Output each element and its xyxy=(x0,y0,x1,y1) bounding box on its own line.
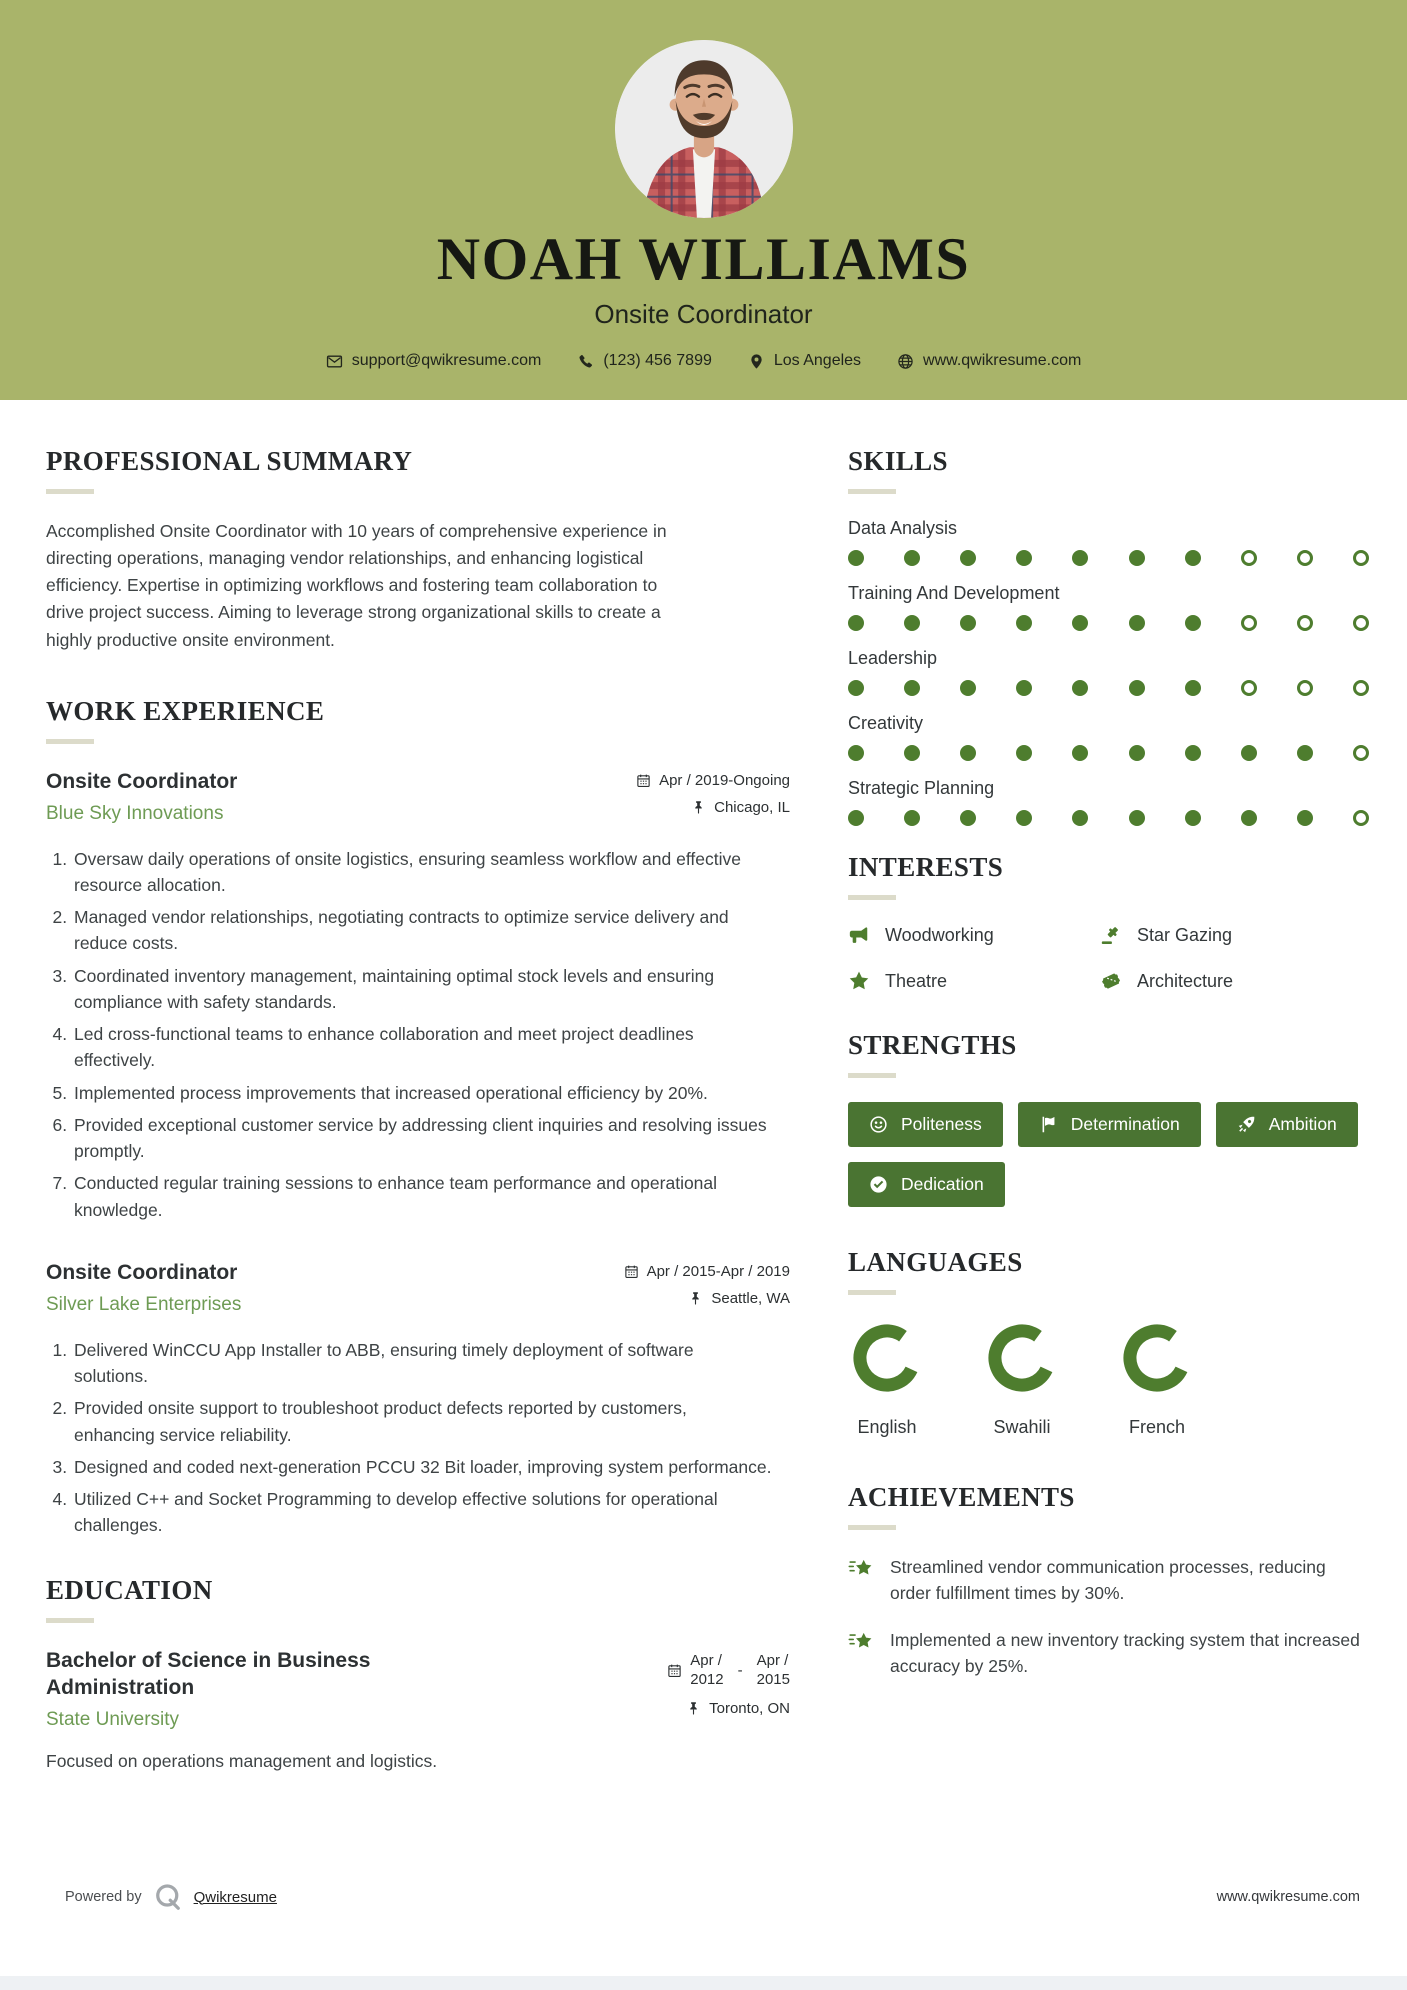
education-date-start-month: Apr / xyxy=(690,1651,722,1669)
achievements-list xyxy=(848,1554,1369,1679)
achievement-text: Streamlined vendor communication processes, reducing order fulfillment times by 30%. xyxy=(890,1557,1326,1604)
language-name: French xyxy=(1128,1417,1186,1437)
skill-dot-filled xyxy=(848,680,864,696)
interest-item xyxy=(848,970,1100,992)
job-bullet: 1. Delivered WinCCU App Installer to ABB, ensuring timely deployment of software solutions. xyxy=(72,1337,772,1390)
interest-item xyxy=(1100,924,1369,946)
skill-dot-filled xyxy=(904,810,920,826)
skill-dot-empty xyxy=(1241,680,1257,696)
calendar-icon xyxy=(636,773,651,788)
contact-email-text: support@qwikresume.com xyxy=(351,352,542,369)
globe-icon xyxy=(897,353,914,370)
section-achievements xyxy=(848,1482,1369,1679)
skill-dots xyxy=(848,550,1369,566)
language-item xyxy=(983,1319,1061,1438)
section-work-experience xyxy=(46,696,790,1539)
job-entry-1 xyxy=(46,768,790,1223)
job-bullet-list xyxy=(46,1337,772,1539)
strength-label: Determination xyxy=(1070,1114,1180,1134)
job-company: Silver Lake Enterprises xyxy=(46,1294,242,1316)
school-name: State University xyxy=(46,1709,180,1731)
job-bullet: 6. Provided exceptional customer service by addressing client inquiries and resolving issues promptly. xyxy=(72,1112,772,1165)
skill-dot-filled xyxy=(1241,810,1257,826)
strength-badge xyxy=(848,1102,1003,1147)
skill-dot-filled xyxy=(1129,550,1145,566)
job-bullet: 2. Managed vendor relationships, negotiating contracts to optimize service delivery and reduce costs. xyxy=(72,904,772,957)
skill-dot-empty xyxy=(1297,680,1313,696)
skill-dot-filled xyxy=(960,615,976,631)
language-level-arc xyxy=(1118,1319,1196,1397)
pushpin-icon xyxy=(686,1701,701,1716)
right-column xyxy=(848,446,1369,1772)
candidate-name: NOAH WILLIAMS xyxy=(436,226,971,292)
contact-website[interactable] xyxy=(897,352,1081,370)
skill-dot-filled xyxy=(1072,810,1088,826)
skill-dots xyxy=(848,745,1369,761)
skill-row xyxy=(848,713,1369,761)
strength-label: Politeness xyxy=(901,1114,982,1134)
job-bullet: 7. Conducted regular training sessions to enhance team performance and operational knowledge. xyxy=(72,1170,772,1223)
star-icon xyxy=(848,970,870,992)
education-date-end-month: Apr / xyxy=(756,1651,789,1669)
skill-dot-empty xyxy=(1353,550,1369,566)
contact-row xyxy=(0,352,1407,370)
section-education xyxy=(46,1575,790,1773)
skill-dot-filled xyxy=(960,680,976,696)
skill-dot-filled xyxy=(904,550,920,566)
skill-dot-filled xyxy=(1016,810,1032,826)
skill-dot-filled xyxy=(1185,745,1201,761)
skill-dot-filled xyxy=(1129,745,1145,761)
skill-name: Leadership xyxy=(848,648,938,668)
achievement-text: Implemented a new inventory tracking system that increased accuracy by 25%. xyxy=(890,1629,1360,1676)
contact-email[interactable] xyxy=(326,352,542,370)
section-skills xyxy=(848,446,1369,826)
skill-dot-filled xyxy=(1241,745,1257,761)
avatar-photo xyxy=(615,40,793,218)
skill-row xyxy=(848,778,1369,826)
achievements-heading: ACHIEVEMENTS xyxy=(848,1482,1075,1512)
interests-heading: INTERESTS xyxy=(848,852,1004,882)
heading-rule xyxy=(848,1290,896,1295)
job-bullet: 3. Designed and coded next-generation PCCU 32 Bit loader, improving system performance. xyxy=(72,1454,772,1480)
skill-dot-filled xyxy=(1016,680,1032,696)
contact-location[interactable] xyxy=(748,352,861,370)
section-professional-summary xyxy=(46,446,790,654)
interest-label: Architecture xyxy=(1137,970,1234,991)
degree-title: Bachelor of Science in Business Administration xyxy=(46,1648,371,1699)
footer xyxy=(0,1882,1407,1912)
skill-dot-filled xyxy=(960,550,976,566)
job-bullet: 4. Utilized C++ and Socket Programming to develop effective solutions for operational challenges. xyxy=(72,1486,772,1539)
education-date-start-year: 2012 xyxy=(690,1671,724,1689)
strength-badge xyxy=(1216,1102,1358,1147)
skill-dot-filled xyxy=(960,745,976,761)
heading-rule xyxy=(848,1525,896,1530)
avatar xyxy=(615,40,793,218)
achievement-item xyxy=(848,1554,1368,1607)
megaphone-icon xyxy=(848,924,870,946)
skill-dot-filled xyxy=(1129,615,1145,631)
map-marker-icon xyxy=(748,353,765,370)
strengths-heading: STRENGTHS xyxy=(848,1030,1017,1060)
skill-dot-empty xyxy=(1353,810,1369,826)
education-heading: EDUCATION xyxy=(46,1574,213,1605)
languages-list xyxy=(848,1319,1369,1438)
languages-heading: LANGUAGES xyxy=(848,1247,1023,1277)
left-column xyxy=(46,446,790,1772)
skills-heading: SKILLS xyxy=(848,446,948,476)
calendar-icon xyxy=(667,1663,682,1678)
language-name: Swahili xyxy=(993,1417,1051,1437)
contact-phone-text: (123) 456 7899 xyxy=(603,352,712,369)
skill-row xyxy=(848,583,1369,631)
education-note: Focused on operations management and logistics. xyxy=(46,1751,438,1772)
skill-dot-filled xyxy=(1072,745,1088,761)
skill-dot-filled xyxy=(848,550,864,566)
skill-dot-filled xyxy=(1185,615,1201,631)
language-level-arc xyxy=(848,1319,926,1397)
job-date-line xyxy=(624,1263,790,1280)
skill-dot-filled xyxy=(1129,810,1145,826)
pushpin-icon xyxy=(688,1291,703,1306)
heading-rule xyxy=(46,1618,94,1623)
job-location: Chicago, IL xyxy=(714,798,790,816)
summary-text: Accomplished Onsite Coordinator with 10 years of comprehensive experience in directing operations, managing vendor relationships, and enhancing logistical efficiency. Expertise in optimizing workflows and fostering team collaboration to drive project success. Aiming to leverage strong organizational skills to create a highly productive onsite environment. xyxy=(46,521,667,650)
job-date: Apr / 2019-Ongoing xyxy=(659,771,790,789)
heading-rule xyxy=(848,489,896,494)
strength-label: Dedication xyxy=(901,1174,984,1194)
ticket-icon xyxy=(1100,970,1122,992)
skill-name: Strategic Planning xyxy=(848,778,995,798)
heading-rule xyxy=(46,739,94,744)
work-experience-heading: WORK EXPERIENCE xyxy=(46,695,325,726)
job-header xyxy=(46,1259,790,1317)
skill-dot-filled xyxy=(1297,745,1313,761)
calendar-icon xyxy=(624,1264,639,1279)
check-circle-icon xyxy=(869,1175,888,1194)
section-interests xyxy=(848,852,1369,992)
job-header xyxy=(46,768,790,826)
skill-dot-empty xyxy=(1241,615,1257,631)
interest-label: Woodworking xyxy=(885,924,994,945)
skill-name: Training And Development xyxy=(848,583,1060,603)
interest-item xyxy=(1100,970,1369,992)
language-item xyxy=(848,1319,926,1438)
skill-dot-filled xyxy=(1185,810,1201,826)
skill-dot-empty xyxy=(1297,615,1313,631)
gavel-icon xyxy=(1100,924,1122,946)
rocket-icon xyxy=(1237,1115,1256,1134)
heading-rule xyxy=(848,1073,896,1078)
strengths-list xyxy=(848,1102,1369,1207)
skill-dot-filled xyxy=(1072,550,1088,566)
skill-dot-filled xyxy=(904,615,920,631)
interest-item xyxy=(848,924,1100,946)
skill-dot-empty xyxy=(1297,550,1313,566)
contact-location-text: Los Angeles xyxy=(773,352,862,369)
job-location-line xyxy=(636,799,790,816)
strength-label: Ambition xyxy=(1268,1114,1337,1134)
skill-dot-filled xyxy=(1016,745,1032,761)
job-title: Onsite Coordinator xyxy=(46,769,238,793)
skill-dot-filled xyxy=(1129,680,1145,696)
interests-list xyxy=(848,924,1369,992)
language-level-arc xyxy=(983,1319,1061,1397)
education-date-line xyxy=(667,1651,790,1690)
skill-dot-filled xyxy=(848,615,864,631)
heading-rule xyxy=(46,489,94,494)
skill-dot-empty xyxy=(1241,550,1257,566)
skill-dot-filled xyxy=(1185,680,1201,696)
skill-dot-filled xyxy=(904,745,920,761)
skill-dot-empty xyxy=(1353,745,1369,761)
skill-dots xyxy=(848,810,1369,826)
job-meta xyxy=(624,1259,790,1317)
shooting-star-icon xyxy=(848,1628,874,1654)
contact-website-text: www.qwikresume.com xyxy=(923,352,1082,369)
job-location-line xyxy=(624,1290,790,1307)
skill-dots xyxy=(848,680,1369,696)
powered-by xyxy=(65,1882,277,1912)
powered-by-text: Powered by xyxy=(65,1889,142,1905)
skill-dot-filled xyxy=(1185,550,1201,566)
job-bullet: 2. Provided onsite support to troubleshoot product defects reported by customers, enhancing service reliability. xyxy=(72,1395,772,1448)
job-bullet: 4. Led cross-functional teams to enhance collaboration and meet project deadlines effectively. xyxy=(72,1021,772,1074)
job-entry-2 xyxy=(46,1259,790,1539)
skills-list xyxy=(848,518,1369,826)
section-strengths xyxy=(848,1030,1369,1207)
skill-dot-filled xyxy=(1072,615,1088,631)
contact-phone[interactable] xyxy=(577,352,712,370)
skill-dot-filled xyxy=(904,680,920,696)
interest-label: Star Gazing xyxy=(1137,924,1233,945)
education-header xyxy=(46,1647,790,1732)
candidate-title: Onsite Coordinator xyxy=(594,299,813,329)
job-bullet-list xyxy=(46,846,772,1223)
skill-row xyxy=(848,648,1369,696)
skill-dot-filled xyxy=(848,810,864,826)
skill-dot-filled xyxy=(1072,680,1088,696)
professional-summary-heading: PROFESSIONAL SUMMARY xyxy=(46,446,413,476)
job-bullet: 3. Coordinated inventory management, maintaining optimal stock levels and ensuring compliance with safety standards. xyxy=(72,963,772,1016)
heading-rule xyxy=(848,895,896,900)
skill-name: Data Analysis xyxy=(848,518,958,538)
smiley-icon xyxy=(869,1115,888,1134)
job-bullet: 5. Implemented process improvements that increased operational efficiency by 20%. xyxy=(72,1080,772,1106)
job-company: Blue Sky Innovations xyxy=(46,802,224,824)
skill-dot-filled xyxy=(1016,615,1032,631)
language-item xyxy=(1118,1319,1196,1438)
job-location: Seattle, WA xyxy=(711,1289,790,1307)
job-meta xyxy=(636,768,790,826)
section-languages xyxy=(848,1247,1369,1438)
skill-dots xyxy=(848,615,1369,631)
qwikresume-logo-icon xyxy=(153,1882,183,1912)
qwikresume-link[interactable]: Qwikresume xyxy=(193,1888,277,1906)
education-location: Toronto, ON xyxy=(709,1699,790,1717)
interest-label: Theatre xyxy=(885,970,948,991)
strength-badge xyxy=(848,1162,1005,1207)
skill-dot-filled xyxy=(1297,810,1313,826)
skill-dot-empty xyxy=(1353,680,1369,696)
job-date-line xyxy=(636,772,790,789)
skill-dot-filled xyxy=(1016,550,1032,566)
header xyxy=(0,0,1407,400)
envelope-icon xyxy=(326,353,343,370)
achievement-item xyxy=(848,1627,1368,1680)
bottom-strip xyxy=(0,1976,1407,1990)
skill-dot-filled xyxy=(848,745,864,761)
skill-row xyxy=(848,518,1369,566)
flag-icon xyxy=(1039,1115,1058,1134)
education-date-start xyxy=(690,1651,723,1690)
shooting-star-icon xyxy=(848,1555,874,1581)
main-content xyxy=(0,400,1407,1772)
education-date-end xyxy=(757,1651,790,1690)
education-location-line xyxy=(667,1700,790,1717)
footer-website[interactable]: www.qwikresume.com xyxy=(1216,1889,1360,1905)
job-title: Onsite Coordinator xyxy=(46,1260,238,1284)
job-date: Apr / 2015-Apr / 2019 xyxy=(646,1262,790,1280)
pushpin-icon xyxy=(691,800,706,815)
job-bullet: 1. Oversaw daily operations of onsite logistics, ensuring seamless workflow and effective resource allocation. xyxy=(72,846,772,899)
skill-dot-filled xyxy=(960,810,976,826)
education-meta xyxy=(667,1647,790,1727)
education-date-end-year: 2015 xyxy=(756,1671,790,1689)
skill-name: Creativity xyxy=(848,713,924,733)
strength-badge xyxy=(1018,1102,1201,1147)
phone-icon xyxy=(577,353,594,370)
language-name: English xyxy=(857,1417,917,1437)
skill-dot-empty xyxy=(1353,615,1369,631)
date-separator: - xyxy=(737,1661,743,1679)
